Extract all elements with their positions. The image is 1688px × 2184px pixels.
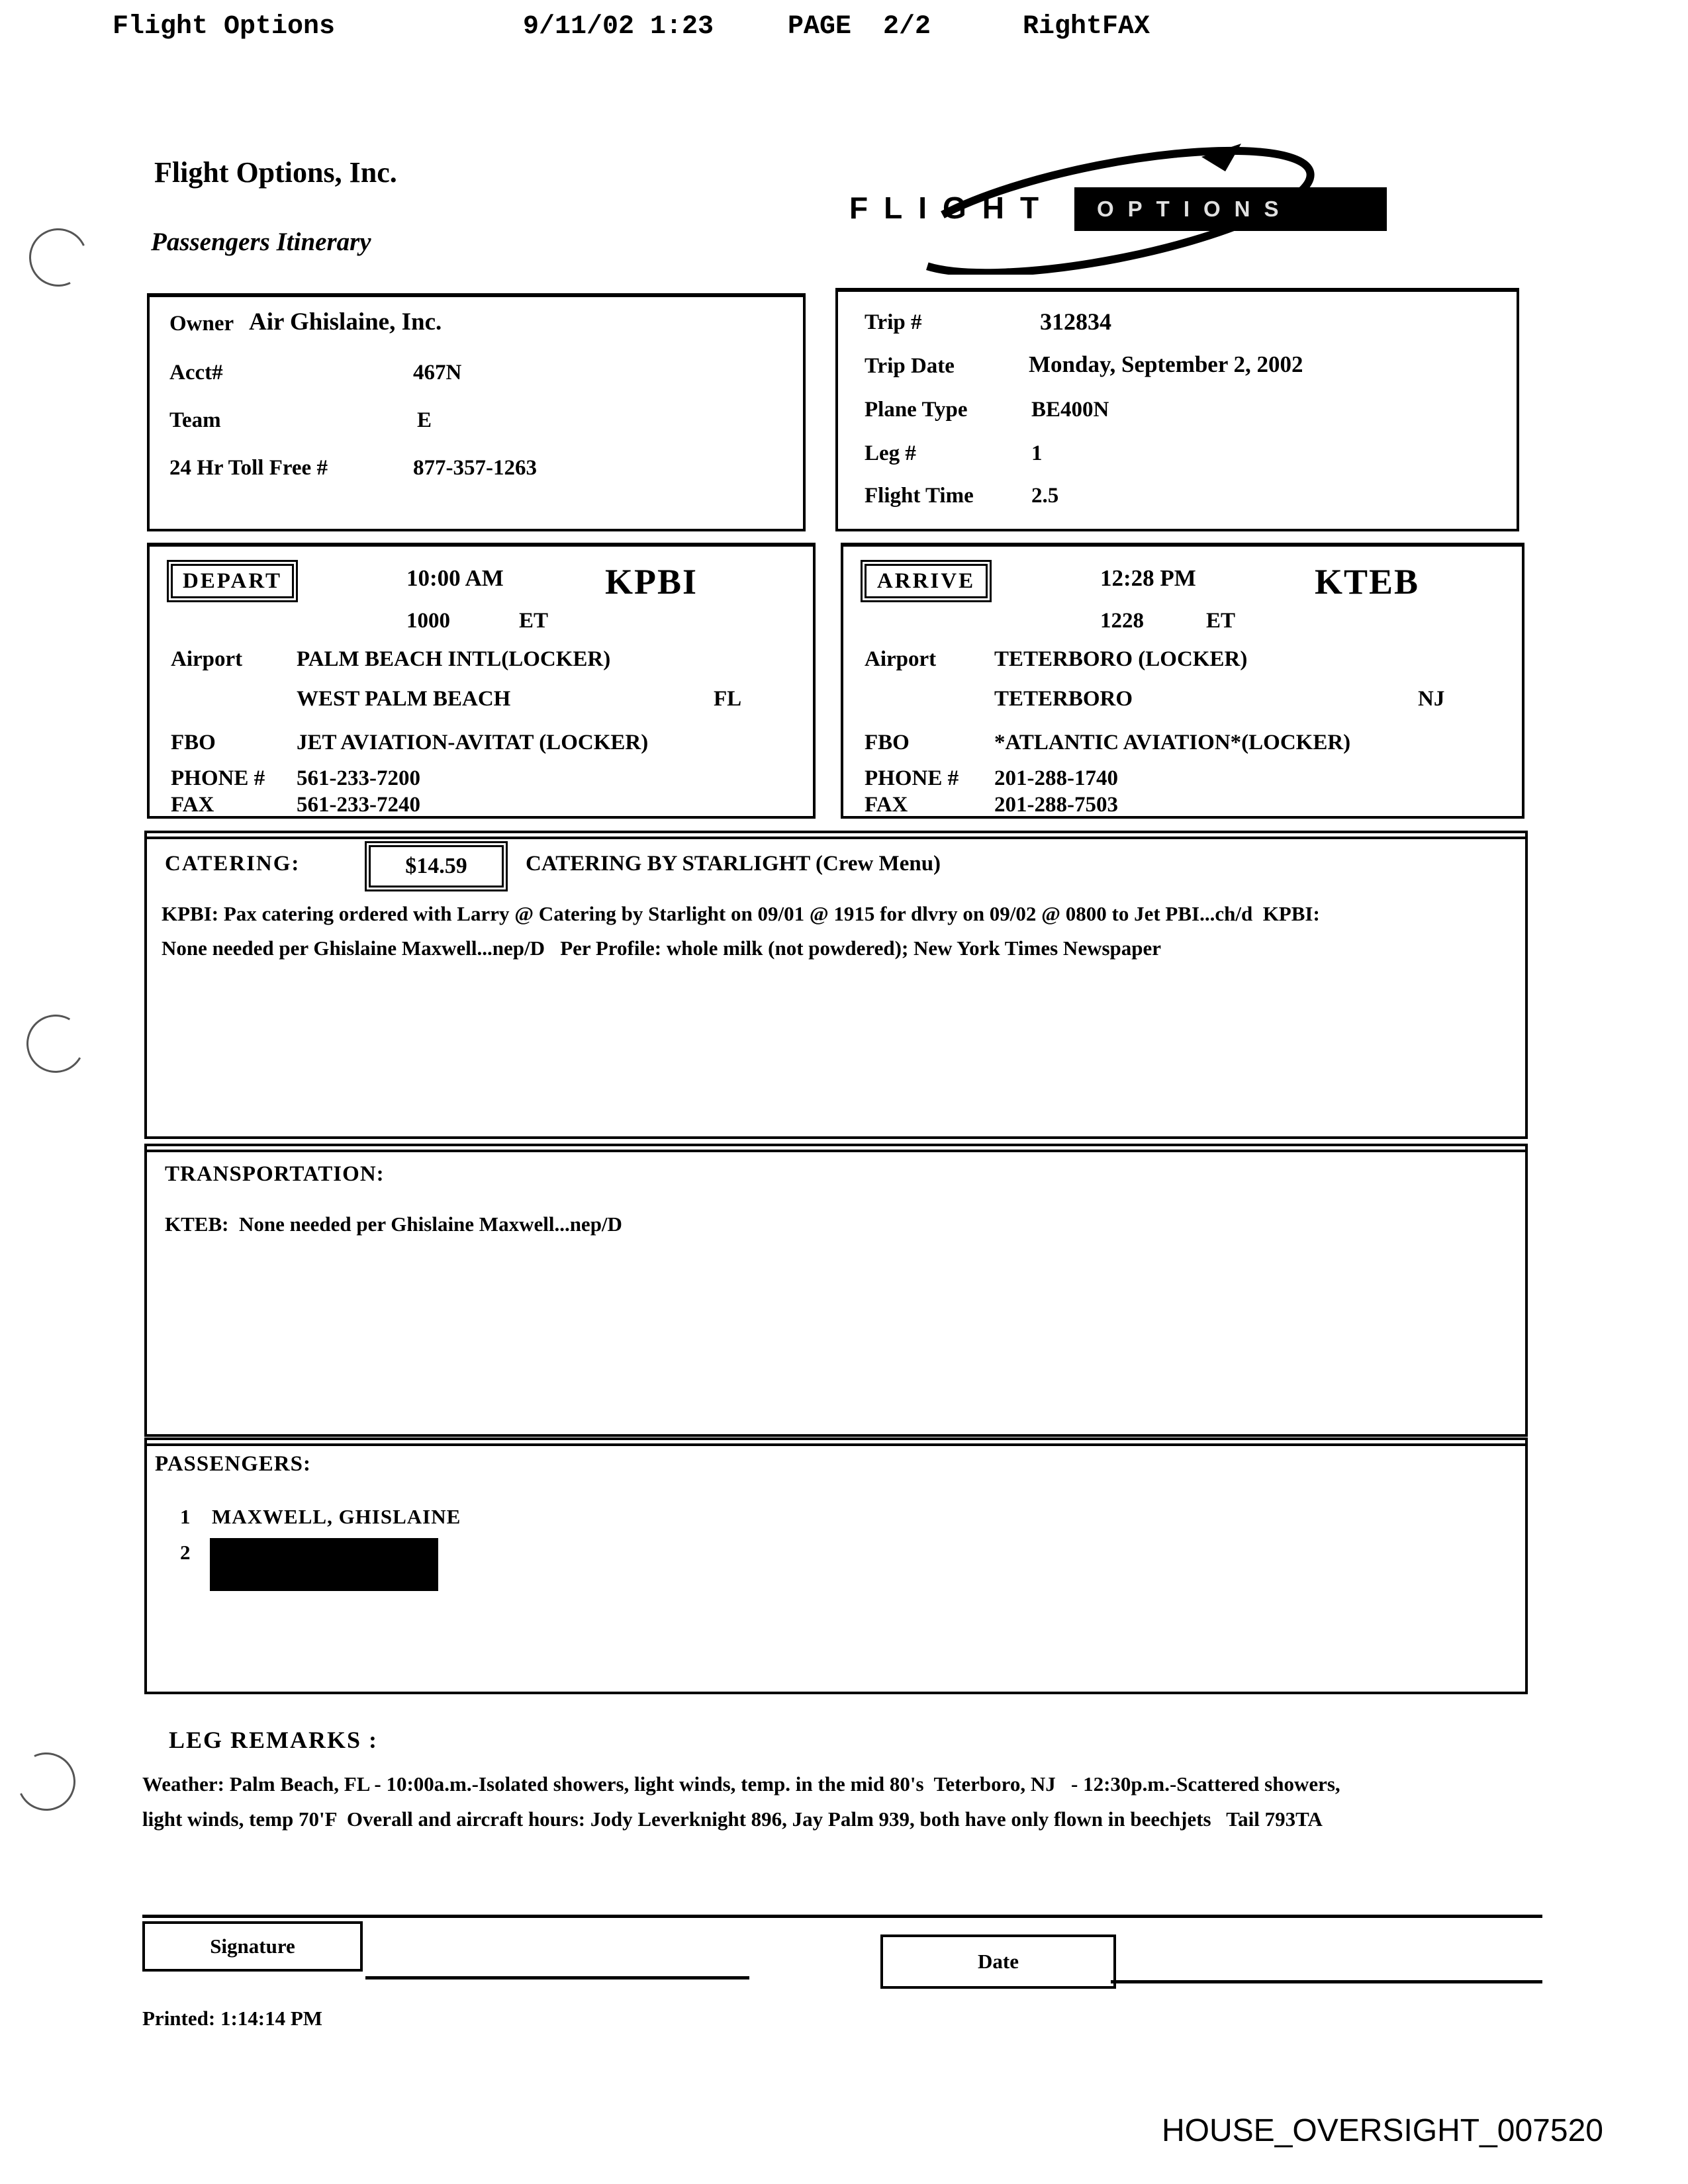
depart-time-24: 1000 (406, 609, 450, 633)
fax-header-system: RightFAX (1023, 12, 1150, 42)
arrive-airport-city: TETERBORO (994, 687, 1133, 711)
depart-box (147, 543, 816, 819)
catering-amount-box (369, 845, 504, 887)
depart-phone-value: 561-233-7200 (297, 766, 420, 790)
hole-punch-middle (20, 1008, 91, 1079)
flight-options-logo (831, 142, 1413, 275)
footer-top-rule (142, 1915, 1542, 1918)
team-label: Team (169, 408, 221, 432)
passengers-label: PASSENGERS: (155, 1452, 311, 1476)
depart-time: 10:00 AM (406, 565, 504, 591)
passenger-2-redaction-box (210, 1538, 438, 1591)
transportation-label: TRANSPORTATION: (165, 1162, 385, 1186)
logo-word-options-box (1074, 187, 1387, 231)
catering-amount: $14.59 (405, 854, 467, 878)
signature-label: Signature (210, 1934, 295, 1958)
depart-airport-name: PALM BEACH INTL(LOCKER) (297, 647, 611, 671)
arrive-phone-value: 201-288-1740 (994, 766, 1118, 790)
arrive-phone-label: PHONE # (865, 766, 959, 790)
depart-tag-box (171, 564, 294, 598)
acct-value: 467N (413, 361, 462, 385)
arrive-time-24: 1228 (1100, 609, 1144, 633)
plane-type-label: Plane Type (865, 398, 968, 422)
catering-detail-line2: None needed per Ghislaine Maxwell...nep/D Per Profile: whole milk (not powdered); New York Times Newspaper (162, 936, 1162, 960)
tollfree-label: 24 Hr Toll Free # (169, 456, 328, 480)
transportation-box (144, 1144, 1528, 1437)
owner-info-box (147, 293, 806, 531)
printed-timestamp: Printed: 1:14:14 PM (142, 2007, 323, 2030)
trip-info-box (835, 288, 1519, 531)
plane-type-value: BE400N (1031, 398, 1109, 422)
hole-punch-top (21, 220, 96, 295)
arrive-airport-name: TETERBORO (LOCKER) (994, 647, 1248, 671)
logo-word-options: OPTIONS (1097, 197, 1293, 221)
arrive-fax-value: 201-288-7503 (994, 793, 1118, 817)
depart-airport-code: KPBI (605, 562, 698, 602)
transportation-detail: KTEB: None needed per Ghislaine Maxwell...nep/D (165, 1212, 622, 1236)
trip-date-label: Trip Date (865, 354, 955, 378)
flight-time-value: 2.5 (1031, 484, 1059, 508)
arrive-time: 12:28 PM (1100, 565, 1196, 591)
depart-phone-label: PHONE # (171, 766, 265, 790)
catering-label: CATERING: (165, 852, 301, 876)
date-box (880, 1934, 1116, 1989)
owner-label: Owner (169, 312, 234, 336)
leg-number-value: 1 (1031, 441, 1043, 465)
date-line (1111, 1980, 1542, 1983)
fax-header-page: PAGE 2/2 (788, 12, 931, 42)
signature-line (365, 1976, 749, 1979)
team-value: E (417, 408, 432, 432)
arrive-tag-box (865, 564, 988, 598)
trip-date-value: Monday, September 2, 2002 (1029, 351, 1303, 377)
depart-label: DEPART (182, 569, 283, 593)
passenger-1-number: 1 (180, 1505, 191, 1528)
arrive-fax-label: FAX (865, 793, 908, 817)
leg-number-label: Leg # (865, 441, 916, 465)
depart-fax-value: 561-233-7240 (297, 793, 420, 817)
trip-number-label: Trip # (865, 310, 922, 334)
passengers-box (144, 1437, 1528, 1694)
catering-detail-line1: KPBI: Pax catering ordered with Larry @ Catering by Starlight on 09/01 @ 1915 for dlvry on 09/02 @ 0800 to Jet PBI...ch/d KPBI: (162, 902, 1320, 925)
signature-box (142, 1921, 363, 1972)
arrive-airport-label: Airport (865, 647, 937, 671)
arrive-airport-code: KTEB (1315, 562, 1420, 602)
depart-airport-city: WEST PALM BEACH (297, 687, 511, 711)
document-title: Passengers Itinerary (151, 228, 371, 256)
catering-box (144, 831, 1528, 1139)
passenger-1-name: MAXWELL, GHISLAINE (212, 1505, 461, 1528)
fax-header-datetime: 9/11/02 1:23 (523, 12, 714, 42)
tollfree-value: 877-357-1263 (413, 456, 537, 480)
logo-word-flight: FLIGHT (849, 191, 1055, 225)
date-label: Date (978, 1950, 1019, 1973)
owner-value: Air Ghislaine, Inc. (249, 308, 442, 336)
depart-fax-label: FAX (171, 793, 214, 817)
hole-punch-bottom (9, 1745, 84, 1819)
document-id: HOUSE_OVERSIGHT_007520 (1162, 2113, 1603, 2148)
arrive-timezone: ET (1206, 609, 1236, 633)
depart-fbo-value: JET AVIATION-AVITAT (LOCKER) (297, 731, 649, 754)
depart-airport-label: Airport (171, 647, 243, 671)
passenger-2-number: 2 (180, 1541, 191, 1564)
flight-time-label: Flight Time (865, 484, 974, 508)
leg-remarks-line1: Weather: Palm Beach, FL - 10:00a.m.-Isolated showers, light winds, temp. in the mid 80's Teterboro, NJ - 12:30p.m.-Scattered showers, (142, 1772, 1340, 1796)
arrive-airport-state: NJ (1418, 687, 1445, 711)
arrive-box (841, 543, 1524, 819)
fax-header-sender: Flight Options (113, 12, 336, 42)
arrive-label: ARRIVE (876, 569, 976, 593)
leg-remarks-label: LEG REMARKS : (169, 1727, 379, 1753)
depart-fbo-label: FBO (171, 731, 216, 754)
arrive-fbo-value: *ATLANTIC AVIATION*(LOCKER) (994, 731, 1351, 754)
depart-timezone: ET (519, 609, 549, 633)
arrive-fbo-label: FBO (865, 731, 910, 754)
acct-label: Acct# (169, 361, 223, 385)
depart-airport-state: FL (714, 687, 742, 711)
trip-number-value: 312834 (1040, 308, 1111, 335)
company-name: Flight Options, Inc. (154, 156, 397, 189)
leg-remarks-line2: light winds, temp 70'F Overall and aircraft hours: Jody Leverknight 896, Jay Palm 939, both have only flown in beechjets Tail 793TA (142, 1807, 1323, 1831)
catering-vendor: CATERING BY STARLIGHT (Crew Menu) (526, 852, 941, 876)
